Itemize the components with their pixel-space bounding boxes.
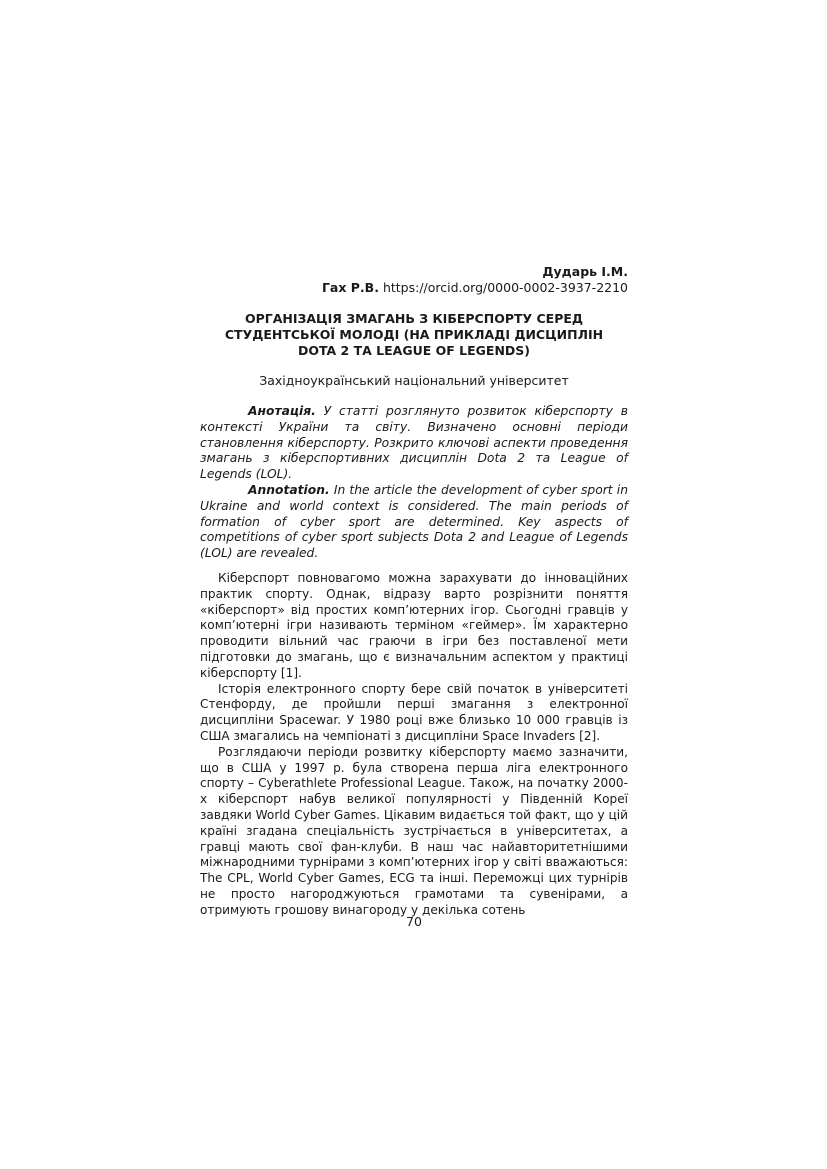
author-line [200,280,628,296]
body-paragraph: Розглядаючи періоди розвитку кіберспорту маємо зазначити, що в США у 1997 р. була створена перша ліга електронного спорту – Cyberathlete Professional League. Також, на початку 2000-х кіберспорт набув великої популярності у Південній Кореї завдяки World Cyber Games. Цікавим видається той факт, що у цій країні згадана спеціальність зустрічається в університетах, а гравці мають свої фан-клуби. В наш час найавторитетнішими міжнародними турнірами з комп’ютерних ігор у світі вважаються: The CPL, World Cyber Games, ECG та інші. Переможці цих турнірів не просто нагороджуються грамотами та сувенірами, а отримують грошову винагороду у декілька сотень [200,744,628,917]
abstract-ua [200,404,628,483]
abstract-en [200,483,628,562]
orcid-link[interactable]: https://orcid.org/0000-0002-3937-2210 [382,280,628,295]
abstract-en-label: Annotation. [248,482,330,497]
title-line: DOTA 2 ТА LEAGUE OF LEGENDS) [297,343,531,358]
paper-title [200,311,628,359]
affiliation: Західноукраїнський національний університет [259,373,569,388]
abstract-section [200,404,628,562]
abstract-en-text: In the article the development of cyber sport in Ukraine and world context is considered. The main periods of formation of cyber sport are determined. Key aspects of competitions of cyber sport subjects Dota 2 and League of Legends (LOL) are revealed. [200,482,628,561]
author-name: Дударь І.М. [542,264,628,279]
author-block [200,264,628,296]
body-paragraph: Історія електронного спорту бере свій початок в університеті Стенфорду, де пройшли перші змагання з електронної дисципліни Spacewar. У 1980 році вже близько 10 000 гравців із США змагались на чемпіонаті з дисципліни Space Invaders [2]. [200,681,628,743]
title-line: ОРГАНІЗАЦІЯ ЗМАГАНЬ З КІБЕРСПОРТУ СЕРЕД [244,311,584,326]
author-line [200,264,628,280]
body-text [200,571,628,919]
page-number: 70 [406,914,422,929]
abstract-ua-text: У статті розглянуто розвиток кіберспорту в контексті України та світу. Визначено основні періоди становлення кіберспорту. Розкрито ключові аспекти проведення змагань з кіберспортивних дисциплін Dota 2 та League of Legends (LOL). [200,404,628,482]
abstract-ua-label: Анотація. [248,404,316,418]
body-paragraph: Кіберспорт повновагомо можна зарахувати до інноваційних практик спорту. Однак, відразу варто розрізнити поняття «кіберспорт» від простих комп’ютерних ігор. Сьогодні гравців у комп’ютерні ігри називають терміном «геймер». Їм характерно проводити вільний час граючи в ігри без поставленої мети підготовки до змагань, що є визначальним аспектом у практиці кіберспорту [1]. [200,571,628,680]
author-name: Гах Р.В. [321,280,379,295]
title-line: СТУДЕНТСЬКОЇ МОЛОДІ (НА ПРИКЛАДІ ДИСЦИПЛІН [224,327,604,342]
